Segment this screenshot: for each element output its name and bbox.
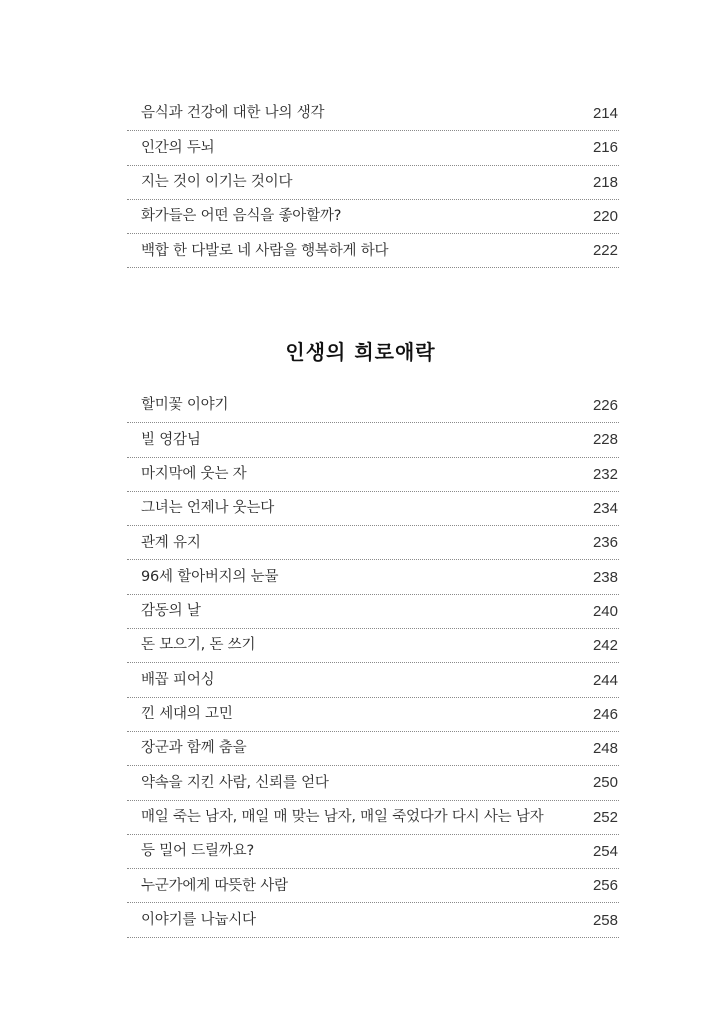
toc-entry-page: 258 xyxy=(592,911,618,929)
toc-entry xyxy=(127,166,619,200)
toc-entry-page: 218 xyxy=(592,173,618,191)
toc-entry-page: 254 xyxy=(592,843,618,860)
toc-entry xyxy=(127,835,619,869)
toc-entry-page: 252 xyxy=(592,808,618,826)
toc-entry-page: 226 xyxy=(592,397,618,415)
toc-entry-page: 216 xyxy=(592,139,618,157)
toc-entry-title: 관계 유지 xyxy=(141,534,201,551)
toc-entry xyxy=(127,423,619,457)
toc-entry-title: 화가들은 어떤 음식을 좋아할까? xyxy=(141,208,342,225)
toc-entry xyxy=(127,234,619,268)
toc-entry-title: 96세 할아버지의 눈물 xyxy=(141,568,279,585)
toc-entry xyxy=(127,595,619,629)
toc-entry xyxy=(127,801,619,835)
toc-entry-title: 매일 죽는 남자, 매일 매 맞는 남자, 매일 죽었다가 다시 사는 남자 xyxy=(141,808,544,825)
toc-entry-page: 248 xyxy=(592,740,618,758)
toc-entry-title: 낀 세대의 고민 xyxy=(141,706,233,723)
toc-entry-page: 246 xyxy=(592,705,618,723)
toc-entry-title: 배꼽 피어싱 xyxy=(141,671,215,688)
toc-entry-page: 244 xyxy=(592,671,618,689)
toc-entry xyxy=(127,732,619,766)
toc-entry-title: 약속을 지킨 사람, 신뢰를 얻다 xyxy=(141,774,329,791)
toc-entry-title: 이야기를 나눕시다 xyxy=(141,911,256,928)
toc-entry xyxy=(127,698,619,732)
toc-entry-title: 백합 한 다발로 네 사람을 행복하게 하다 xyxy=(141,242,389,259)
toc-entry xyxy=(127,389,619,423)
toc-entry-page: 242 xyxy=(592,637,618,655)
section-heading: 인생의 희로애락 xyxy=(285,340,436,364)
toc-entry xyxy=(127,131,619,165)
toc-entry-page: 240 xyxy=(592,602,618,620)
toc-entry-title: 장군과 함께 춤을 xyxy=(141,740,247,757)
toc-entry-page: 220 xyxy=(592,208,618,226)
toc-entry xyxy=(127,629,619,663)
toc-entry-title: 음식과 건강에 대한 나의 생각 xyxy=(141,105,325,122)
toc-entry-title: 감동의 날 xyxy=(141,603,201,620)
toc-entry-title: 등 밀어 드릴까요? xyxy=(141,843,254,860)
toc-entry xyxy=(127,663,619,697)
toc-entry-page: 234 xyxy=(592,500,618,518)
toc-list-part-1 xyxy=(127,97,619,268)
toc-list-part-2 xyxy=(127,389,619,938)
toc-entry xyxy=(127,492,619,526)
toc-entry-title: 마지막에 웃는 자 xyxy=(141,465,247,482)
toc-entry xyxy=(127,560,619,594)
toc-entry xyxy=(127,458,619,492)
toc-entry-title: 그녀는 언제나 웃는다 xyxy=(141,500,275,517)
toc-entry-title: 할미꽃 이야기 xyxy=(141,397,229,414)
toc-entry xyxy=(127,903,619,937)
toc-entry-page: 236 xyxy=(592,534,618,552)
toc-entry xyxy=(127,526,619,560)
toc-entry-page: 238 xyxy=(592,568,618,586)
toc-entry-title: 누군가에게 따뜻한 사람 xyxy=(141,877,288,894)
toc-entry-page: 250 xyxy=(592,774,618,792)
toc-entry-page: 222 xyxy=(592,242,618,260)
toc-entry xyxy=(127,869,619,903)
toc-entry-title: 인간의 두뇌 xyxy=(141,139,215,156)
toc-entry-page: 214 xyxy=(592,105,618,123)
toc-entry-page: 256 xyxy=(592,877,618,895)
toc-entry-page: 228 xyxy=(592,431,618,449)
toc-entry-page: 232 xyxy=(592,465,618,483)
toc-entry-title: 빌 영감님 xyxy=(141,431,201,448)
toc-entry xyxy=(127,200,619,234)
toc-entry xyxy=(127,766,619,800)
toc-entry-title: 돈 모으기, 돈 쓰기 xyxy=(141,637,256,654)
toc-entry-title: 지는 것이 이기는 것이다 xyxy=(141,173,293,190)
toc-entry xyxy=(127,97,619,131)
